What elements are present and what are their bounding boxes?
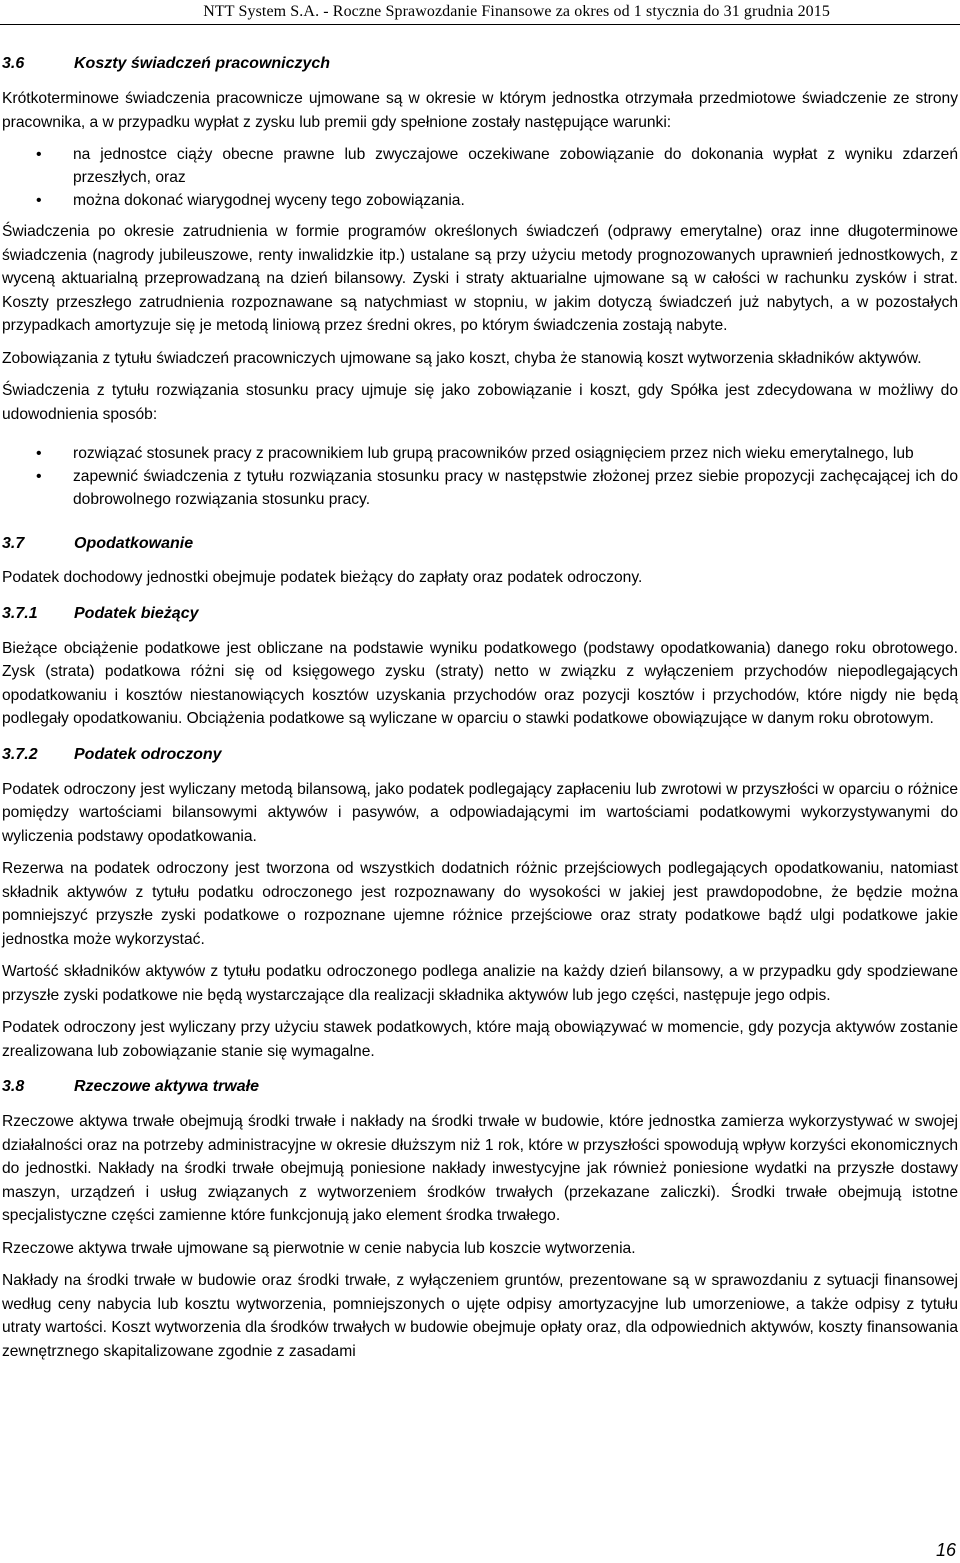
page-number: 16 — [935, 1540, 956, 1560]
section-title: Podatek odroczony — [74, 745, 222, 763]
section-number: 3.7.1 — [2, 604, 38, 622]
section-heading-3-7-1 — [0, 603, 960, 625]
paragraph: Rezerwa na podatek odroczony jest tworzona od wszystkich dodatnich różnic przejściowych podlegających opodatkowaniu, natomiast składnik aktywów z tytułu podatku odroczonego jest rozpoznawany do wysokości w jakiej jest prawdopodobne, że będzie można pomniejszyć przyszłe zyski podatkowe o rozpoznane ujemne różnice przejściowe oraz straty podatkowe bądź ulgi podatkowe jakie jednostka może wykorzystać. — [2, 860, 958, 948]
bullet-icon: • — [36, 445, 42, 462]
list-item: • zapewnić świadczenia z tytułu rozwiązania stosunku pracy w następstwie złożonej przez siebie propozycji zachęcającej ich do dobrowolnego rozwiązania stosunku pracy. — [0, 465, 960, 511]
section-title: Podatek bieżący — [74, 604, 199, 622]
header-rule — [0, 24, 960, 25]
section-title: Opodatkowanie — [74, 535, 194, 552]
bullet-icon: • — [36, 468, 42, 485]
section-heading-3-6 — [0, 53, 960, 75]
bullet-icon: • — [36, 192, 42, 209]
paragraph: Rzeczowe aktywa trwałe obejmują środki trwałe i nakłady na środki trwałe w budowie, które jednostka zamierza wykorzystywać w swojej działalności oraz na potrzeby administracyjne w okresie dłuższym niż 1 rok, które w przyszłości spowodują wpływ korzyści ekonomicznych do jednostki. Nakłady na środki trwałe obejmują poniesione nakłady inwestycyjne jak również poniesione wydatki na przyszłe dostawy maszyn, urządzeń i usług związanych z wytworzeniem środków trwałych (przekazane zaliczki). Środki trwałe obejmują istotne specjalistyczne części zamienne które funkcjonują jako element środka trwałego. — [2, 1113, 958, 1224]
bullet-list — [0, 442, 960, 511]
section-heading-3-8 — [0, 1076, 960, 1098]
paragraph: Podatek odroczony jest wyliczany przy użyciu stawek podatkowych, które mają obowiązywać w momencie, gdy pozycja aktywów zostanie zrealizowana lub zobowiązanie stanie się wymagalne. — [2, 1019, 958, 1060]
running-header: NTT System S.A. - Roczne Sprawozdanie Finansowe za okres od 1 stycznia do 31 grudnia 2015 — [203, 3, 830, 20]
section-number: 3.7 — [2, 535, 25, 552]
bullet-list — [0, 143, 960, 212]
document-body — [0, 53, 960, 1363]
paragraph: Zobowiązania z tytułu świadczeń pracowniczych ujmowane są jako koszt, chyba że stanowią koszt wytworzenia składników aktywów. — [2, 349, 922, 367]
list-item: • na jednostce ciąży obecne prawne lub zwyczajowe oczekiwane zobowiązanie do dokonania wypłat z wyniku zdarzeń przeszłych, oraz — [0, 143, 960, 189]
paragraph: Nakłady na środki trwałe w budowie oraz środki trwałe, z wyłączeniem gruntów, prezentowane są w sprawozdaniu z sytuacji finansowej według ceny nabycia lub kosztu wytworzenia, pomniejszonych o ujęte odpisy amortyzacyjne lub umorzeniowe, a także odpisy z tytułu utraty wartości. Koszt wytworzenia dla środków trwałych w budowie obejmuje opłaty oraz, dla odpowiednich aktywów, koszty finansowania zewnętrznego skapitalizowane zgodnie z zasadami — [2, 1272, 958, 1360]
paragraph: Świadczenia z tytułu rozwiązania stosunku pracy ujmuje się jako zobowiązanie i koszt, gdy Spółka jest zdecydowana w możliwy do udowodnienia sposób: — [2, 382, 958, 423]
paragraph: Krótkoterminowe świadczenia pracownicze ujmowane są w okresie w którym jednostka otrzymała przedmiotowe świadczenie ze strony pracownika, a w przypadku wypłat z zysku lub premii gdy spełnione zostały następujące warunki: — [2, 90, 958, 131]
list-item: • można dokonać wiarygodnej wyceny tego zobowiązania. — [0, 189, 960, 212]
list-item: • rozwiązać stosunek pracy z pracownikiem lub grupą pracowników przed osiągnięciem przez nich wieku emerytalnego, lub — [0, 442, 960, 465]
section-heading-3-7 — [0, 533, 960, 555]
paragraph: Podatek dochodowy jednostki obejmuje podatek bieżący do zapłaty oraz podatek odroczony. — [2, 569, 643, 586]
paragraph: Rzeczowe aktywa trwałe ujmowane są pierwotnie w cenie nabycia lub koszcie wytworzenia. — [2, 1239, 636, 1257]
paragraph: Świadczenia po okresie zatrudnienia w formie programów określonych świadczeń (odprawy emerytalne) oraz inne długoterminowe świadczenia (nagrody jubileuszowe, renty inwalidzkie itp.) ustalane są przy użyciu metody prognozowanych uprawnień jednostkowych, z wyceną aktuarialną przeprowadzaną na dzień bilansowy. Zyski i straty aktuarialne ujmowane są w całości w rachunku zysków i strat. Koszty przeszłego zatrudnienia rozpoznawane są natychmiast w stopniu, w jakim dotyczą świadczeń już nabytych, a w pozostałych przypadkach amortyzuje się je metodą liniową przez średni okres, po którym świadczenia zostają nabyte. — [2, 223, 958, 334]
section-heading-3-7-2 — [0, 744, 960, 766]
paragraph: Bieżące obciążenie podatkowe jest obliczane na podstawie wyniku podatkowego (podstawy opodatkowania) danego roku obrotowego. Zysk (strata) podatkowa różni się od księgowego zysku (straty) netto w związku z wyłączeniem przychodów niepodlegających opodatkowaniu i kosztów niestanowiących kosztów uzyskania przychodów oraz pozycji kosztów i przychodów, które nigdy nie będą podlegały opodatkowaniu. Obciążenia podatkowe są wyliczane w oparciu o stawki podatkowe obowiązujące w danym roku obrotowym. — [2, 639, 958, 727]
paragraph: Podatek odroczony jest wyliczany metodą bilansową, jako podatek podlegający zapłaceniu lub zwrotowi w przyszłości w oparciu o różnice pomiędzy wartościami bilansowymi aktywów i pasywów, a odpowiadającymi im wartościami podatkowymi wykorzystywanymi do wyliczenia podstawy opodatkowania. — [2, 780, 958, 845]
bullet-icon: • — [36, 146, 42, 163]
paragraph: Wartość składników aktywów z tytułu podatku odroczonego podlega analizie na każdy dzień bilansowy, a w przypadku gdy spodziewane przyszłe zyski podatkowe nie będą wystarczające dla realizacji składnika aktywów lub jego części, następuje jego odpis. — [2, 963, 958, 1004]
section-title: Koszty świadczeń pracowniczych — [74, 55, 331, 72]
section-number: 3.8 — [2, 1078, 25, 1095]
section-number: 3.7.2 — [2, 745, 38, 763]
section-title: Rzeczowe aktywa trwałe — [74, 1078, 259, 1095]
section-number: 3.6 — [2, 55, 25, 72]
